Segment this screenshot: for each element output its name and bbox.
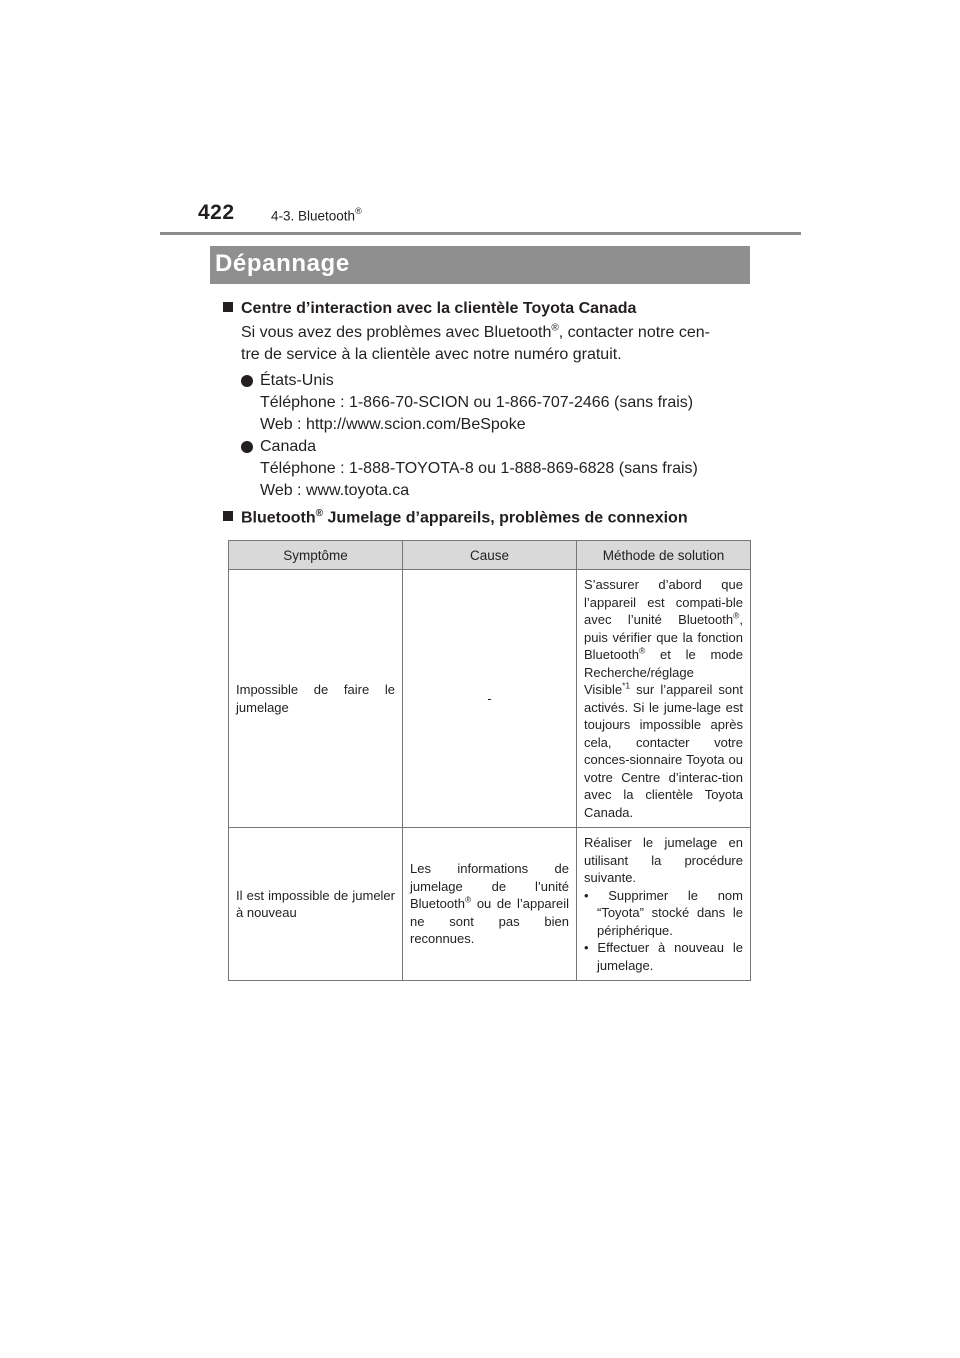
- symptom-cell: Impossible de faire le jumelage: [229, 570, 403, 828]
- contact-web: Web : www.toyota.ca: [260, 482, 410, 499]
- table-row: [229, 570, 751, 828]
- heading-bluetooth-pairing: Bluetooth® Jumelage d’appareils, problèmes de connexion: [223, 508, 688, 527]
- section-title-bar: [210, 246, 750, 284]
- contact-us: [241, 370, 693, 436]
- contact-phone: Téléphone : 1-866-70-SCION ou 1-866-707-2466 (sans frais): [260, 394, 694, 411]
- round-bullet-icon: [241, 441, 253, 453]
- solution-cell: S’assurer d’abord que l’appareil est compati-ble avec l’unité Bluetooth®, puis vérifier que la fonction Bluetooth® et le mode Recherche/réglage Visible$^{*1}$ sur l’appareil sont activés. Si le jume-lage est toujours impossible après cela, contacter votre conces-sionnaire Toyota ou votre Centre d’interac-tion avec la clientèle Toyota Canada.: [577, 570, 751, 828]
- cause-cell: -: [403, 570, 577, 828]
- list-item: • Supprimer le nom “Toyota” stocké dans le périphérique.: [584, 887, 743, 940]
- section-reference: 4-3. Bluetooth®: [271, 206, 362, 224]
- contact-canada: [241, 436, 698, 502]
- column-header-solution: Méthode de solution: [577, 541, 751, 570]
- contact-web: Web : http://www.scion.com/BeSpoke: [260, 416, 526, 433]
- intro-paragraph: Si vous avez des problèmes avec Bluetooth®, contacter notre cen- tre de service à la clientèle avec notre numéro gratuit.: [241, 322, 710, 363]
- contact-phone: Téléphone : 1-888-TOYOTA-8 ou 1-888-869-6828 (sans frais): [260, 460, 698, 477]
- footnote-marker: *1: [622, 680, 631, 691]
- heading-toyota-canada: Centre d’interaction avec la clientèle Toyota Canada: [223, 300, 636, 318]
- contact-country: États-Unis: [260, 372, 334, 389]
- table-header-row: [229, 541, 751, 570]
- page-number: 422: [198, 201, 235, 224]
- cause-cell: Les informations de jumelage de l’unité Bluetooth® ou de l’appareil ne sont pas bien reconnues.: [403, 828, 577, 981]
- square-bullet-icon: [223, 302, 233, 312]
- round-bullet-icon: [241, 375, 253, 387]
- contact-country: Canada: [260, 438, 317, 455]
- square-bullet-icon: [223, 511, 233, 521]
- header-divider: [160, 232, 801, 235]
- column-header-cause: Cause: [403, 541, 577, 570]
- solution-steps: [584, 887, 743, 975]
- column-header-symptom: Symptôme: [229, 541, 403, 570]
- list-item: • Effectuer à nouveau le jumelage.: [584, 939, 743, 974]
- page-title: Dépannage: [215, 250, 350, 277]
- troubleshooting-table: [228, 540, 751, 981]
- symptom-cell: Il est impossible de jumeler à nouveau: [229, 828, 403, 981]
- solution-cell: Réaliser le jumelage en utilisant la procédure suivante. • Supprimer le nom “Toyota” stocké dans le périphérique. • Effectuer à nouveau le jumelage.: [577, 828, 751, 981]
- table-row: [229, 828, 751, 981]
